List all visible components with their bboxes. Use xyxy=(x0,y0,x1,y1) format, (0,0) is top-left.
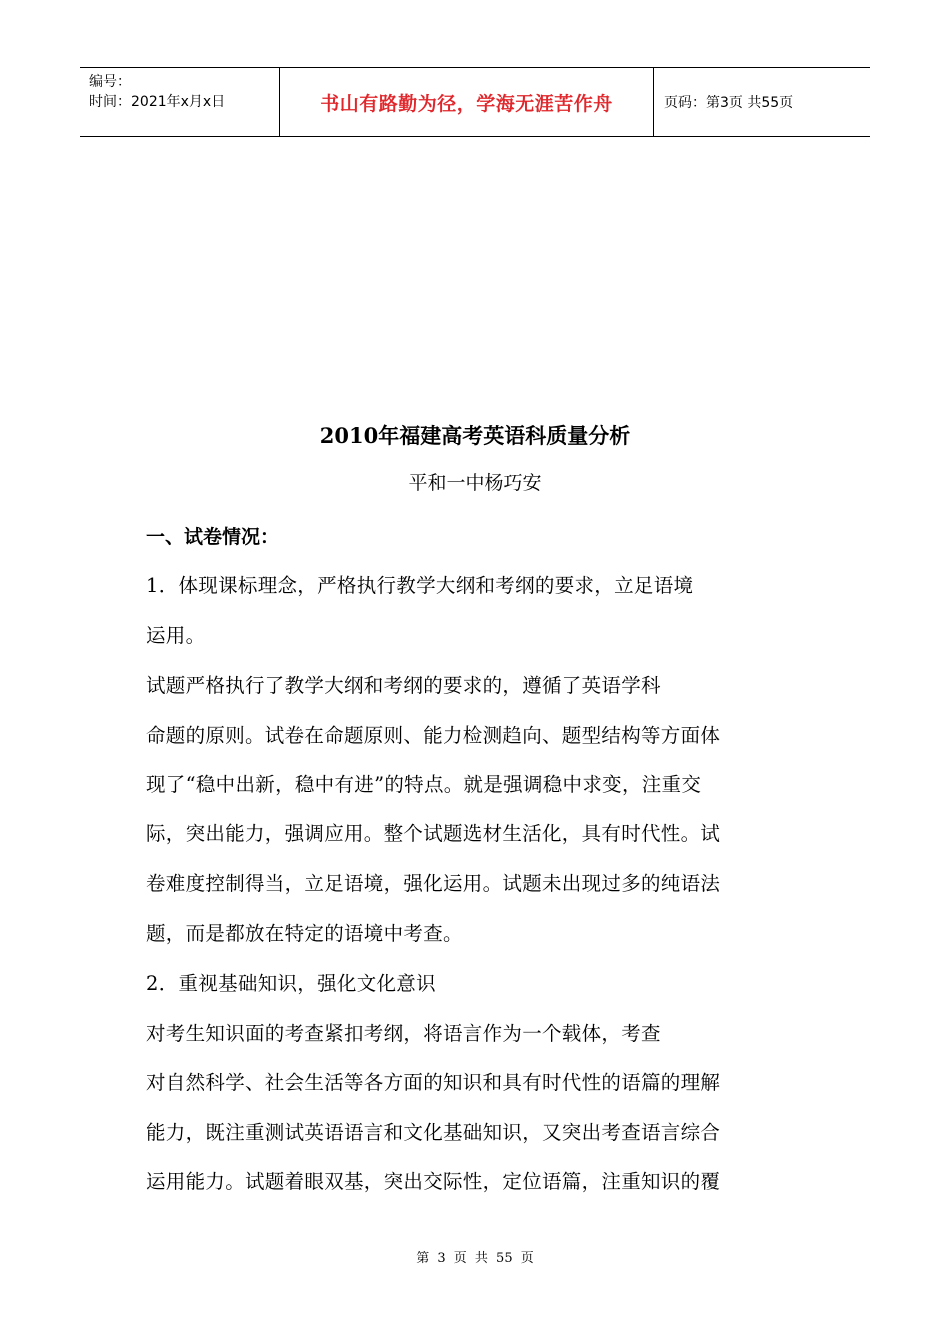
document-author: 平和一中杨巧安 xyxy=(408,472,542,494)
body-line: 能力，既注重测试英语语言和文化基础知识，又突出考查语言综合 xyxy=(146,1121,721,1144)
header-page-info: 页码：第3页 共55页 xyxy=(664,95,794,111)
body-line: 卷难度控制得当，立足语境，强化运用。试题未出现过多的纯语法 xyxy=(146,872,721,895)
body-line: 命题的原则。试卷在命题原则、能力检测趋向、题型结构等方面体 xyxy=(146,724,721,747)
number-label: 编号： xyxy=(89,74,131,90)
header-motto: 书山有路勤为径，学海无涯苦作舟 xyxy=(280,68,654,136)
body-line: 对自然科学、社会生活等各方面的知识和具有时代性的语篇的理解 xyxy=(146,1071,721,1094)
body-line: 2．重视基础知识，强化文化意识 xyxy=(146,972,436,995)
body-line: 对考生知识面的考查紧扣考纲，将语言作为一个载体，考查 xyxy=(146,1022,661,1045)
body-line: 题，而是都放在特定的语境中考查。 xyxy=(146,922,463,945)
page-footer: 第 3 页 共 55 页 xyxy=(416,1251,534,1266)
body-line: 1．体现课标理念，严格执行教学大纲和考纲的要求，立足语境 xyxy=(146,574,694,597)
header-meta xyxy=(80,68,280,136)
document-title: 2010年福建高考英语科质量分析 xyxy=(319,423,631,448)
body-line: 现了“稳中出新，稳中有进”的特点。就是强调稳中求变，注重交 xyxy=(146,773,702,796)
body-line: 运用能力。试题着眼双基，突出交际性，定位语篇，注重知识的覆 xyxy=(146,1170,721,1193)
time-label: 时间：2021年x月x日 xyxy=(89,94,226,110)
body-line: 际，突出能力，强调应用。整个试题选材生活化，具有时代性。试 xyxy=(146,822,721,845)
page-header xyxy=(80,67,870,137)
section-heading: 一、试卷情况： xyxy=(146,526,280,548)
body-line: 运用。 xyxy=(146,624,206,647)
body-line: 试题严格执行了教学大纲和考纲的要求的，遵循了英语学科 xyxy=(146,674,661,697)
